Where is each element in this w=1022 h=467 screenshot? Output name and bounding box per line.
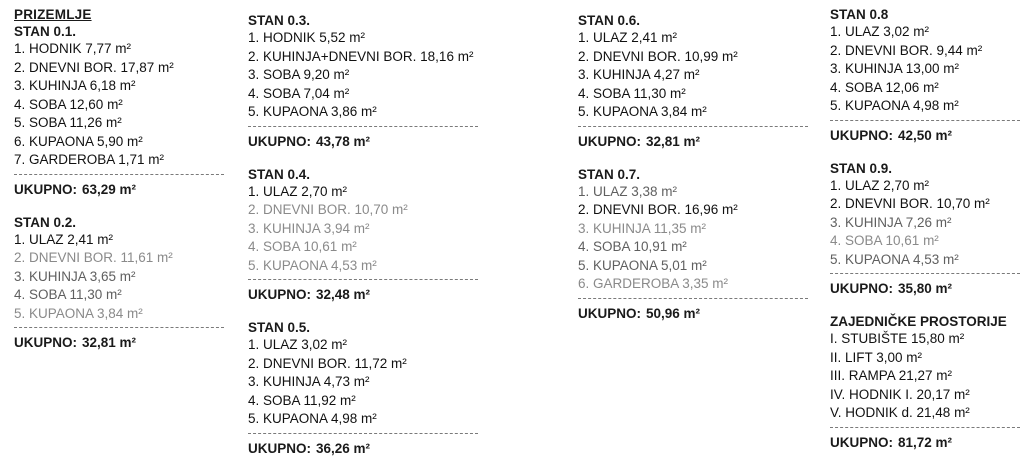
block-title: STAN 0.4. (248, 166, 311, 182)
total-row (14, 334, 224, 351)
divider (248, 279, 478, 280)
room-item: 3. KUHINJA 6,18 m² (14, 78, 136, 93)
page-title: PRIZEMLJE (14, 7, 92, 22)
column-2 (248, 0, 478, 467)
room-item: 3. SOBA 9,20 m² (248, 67, 350, 82)
apartment-block-stan-0-8 (830, 6, 1020, 144)
total-label: UKUPNO: (830, 127, 893, 143)
room-item: 5. KUPAONA 4,98 m² (830, 98, 959, 113)
room-item: 1. ULAZ 3,02 m² (248, 337, 348, 352)
block-title: STAN 0.9. (830, 160, 893, 176)
room-item: 3. KUHINJA 7,26 m² (830, 214, 952, 230)
apartment-block-stan-0-4 (248, 166, 478, 304)
room-item: 4. SOBA 12,60 m² (14, 96, 123, 112)
block-title: STAN 0.3. (248, 13, 311, 28)
divider (830, 273, 1020, 274)
room-item: 5. KUPAONA 5,01 m² (578, 257, 707, 273)
total-value: 32,48 m² (316, 287, 371, 302)
room-item: 5. KUPAONA 3,84 m² (578, 104, 707, 119)
divider (830, 427, 1020, 428)
total-value: 32,81 m² (82, 335, 137, 350)
divider (248, 126, 478, 127)
room-item: 5. KUPAONA 3,84 m² (14, 305, 143, 321)
room-item: 4. SOBA 7,04 m² (248, 85, 350, 101)
block-title: STAN 0.7. (578, 166, 641, 182)
apartment-block-stan-0-7 (578, 166, 808, 322)
room-item: 3. KUHINJA 4,73 m² (248, 374, 370, 389)
total-row (578, 133, 808, 150)
total-label: UKUPNO: (14, 181, 77, 197)
total-label: UKUPNO: (578, 305, 641, 321)
apartment-block-stan-0-9 (830, 160, 1020, 298)
room-item: 2. DNEVNI BOR. 17,87 m² (14, 59, 174, 75)
total-row (248, 133, 478, 150)
divider (248, 433, 478, 434)
column-3 (578, 0, 808, 332)
room-item: 1. ULAZ 3,38 m² (578, 183, 678, 199)
room-item: 1. ULAZ 2,70 m² (248, 183, 348, 199)
total-label: UKUPNO: (248, 440, 311, 456)
block-title: STAN 0.5. (248, 320, 311, 335)
room-item: 5. KUPAONA 4,53 m² (248, 257, 377, 273)
room-item: 1. ULAZ 3,02 m² (830, 24, 930, 39)
apartment-block-stan-0-3 (248, 12, 478, 150)
room-item: 4. SOBA 10,91 m² (578, 239, 687, 254)
room-item: IV. HODNIK I. 20,17 m² (830, 386, 970, 402)
room-item: 2. KUHINJA+DNEVNI BOR. 18,16 m² (248, 48, 474, 64)
room-item: 2. DNEVNI BOR. 11,61 m² (14, 250, 173, 265)
total-label: UKUPNO: (248, 133, 311, 149)
total-row (830, 127, 1020, 144)
room-item: V. HODNIK d. 21,48 m² (830, 405, 970, 420)
total-value: 63,29 m² (82, 181, 137, 197)
room-item: 2. DNEVNI BOR. 11,72 m² (248, 355, 407, 371)
room-item: 4. SOBA 11,30 m² (578, 85, 686, 101)
apartment-block-stan-0-2 (14, 214, 224, 352)
room-item: 4. SOBA 11,92 m² (248, 392, 356, 408)
room-item: 2. DNEVNI BOR. 9,44 m² (830, 42, 983, 58)
block-title: STAN 0.6. (578, 13, 641, 28)
divider (830, 120, 1020, 121)
room-item: 6. GARDEROBA 3,35 m² (578, 276, 729, 291)
total-row (830, 434, 1020, 451)
divider (14, 327, 224, 328)
column-1 (14, 0, 224, 361)
room-item: I. STUBIŠTE 15,80 m² (830, 331, 965, 346)
column-4 (830, 0, 1020, 461)
room-item: 1. HODNIK 7,77 m² (14, 41, 132, 56)
room-item: 3. KUHINJA 4,27 m² (578, 67, 700, 82)
total-row (248, 286, 478, 303)
room-item: II. LIFT 3,00 m² (830, 349, 923, 365)
total-label: UKUPNO: (14, 335, 77, 350)
room-item: 4. SOBA 10,61 m² (248, 239, 357, 254)
total-row (248, 440, 478, 457)
divider (578, 298, 808, 299)
room-item: III. RAMPA 21,27 m² (830, 368, 953, 383)
common-areas-block (830, 313, 1020, 451)
apartment-block-stan-0-1 (14, 23, 224, 198)
room-item: 2. DNEVNI BOR. 10,70 m² (830, 196, 990, 211)
room-item: 6. KUPAONA 5,90 m² (14, 133, 143, 149)
divider (578, 126, 808, 127)
room-item: 4. SOBA 10,61 m² (830, 233, 939, 248)
room-item: 4. SOBA 11,30 m² (14, 287, 122, 302)
room-item: 1. HODNIK 5,52 m² (248, 30, 366, 45)
room-item: 2. DNEVNI BOR. 10,70 m² (248, 202, 408, 217)
total-label: UKUPNO: (578, 133, 641, 149)
total-value: 81,72 m² (898, 434, 953, 450)
room-item: 5. SOBA 11,26 m² (14, 115, 122, 130)
room-item: 2. DNEVNI BOR. 16,96 m² (578, 202, 738, 217)
total-row (14, 181, 224, 198)
total-label: UKUPNO: (830, 281, 893, 296)
apartment-block-stan-0-6 (578, 12, 808, 150)
total-value: 50,96 m² (646, 305, 701, 321)
room-item: 3. KUHINJA 3,65 m² (14, 268, 136, 284)
total-value: 43,78 m² (316, 133, 371, 149)
total-value: 35,80 m² (898, 281, 953, 296)
total-value: 32,81 m² (646, 133, 701, 149)
total-value: 36,26 m² (316, 440, 371, 456)
room-item: 1. ULAZ 2,41 m² (14, 231, 114, 247)
room-item: 1. ULAZ 2,70 m² (830, 177, 930, 193)
room-item: 5. KUPAONA 4,98 m² (248, 411, 377, 426)
room-item: 3. KUHINJA 3,94 m² (248, 220, 370, 236)
block-title: STAN 0.8 (830, 7, 889, 22)
total-value: 42,50 m² (898, 127, 953, 143)
room-item: 5. KUPAONA 3,86 m² (248, 104, 377, 119)
room-item: 2. DNEVNI BOR. 10,99 m² (578, 48, 738, 64)
total-label: UKUPNO: (830, 434, 893, 450)
divider (14, 174, 224, 175)
block-title: ZAJEDNIČKE PROSTORIJE (830, 314, 1007, 329)
room-item: 7. GARDEROBA 1,71 m² (14, 152, 165, 167)
total-label: UKUPNO: (248, 287, 311, 302)
apartment-block-stan-0-5 (248, 319, 478, 457)
room-item: 1. ULAZ 2,41 m² (578, 30, 678, 45)
room-item: 3. KUHINJA 13,00 m² (830, 61, 960, 76)
total-row (578, 305, 808, 322)
room-item: 5. KUPAONA 4,53 m² (830, 251, 959, 267)
room-item: 3. KUHINJA 11,35 m² (578, 220, 707, 236)
room-item: 4. SOBA 12,06 m² (830, 79, 939, 95)
block-title: STAN 0.2. (14, 214, 77, 230)
block-title: STAN 0.1. (14, 24, 77, 39)
total-row (830, 280, 1020, 297)
